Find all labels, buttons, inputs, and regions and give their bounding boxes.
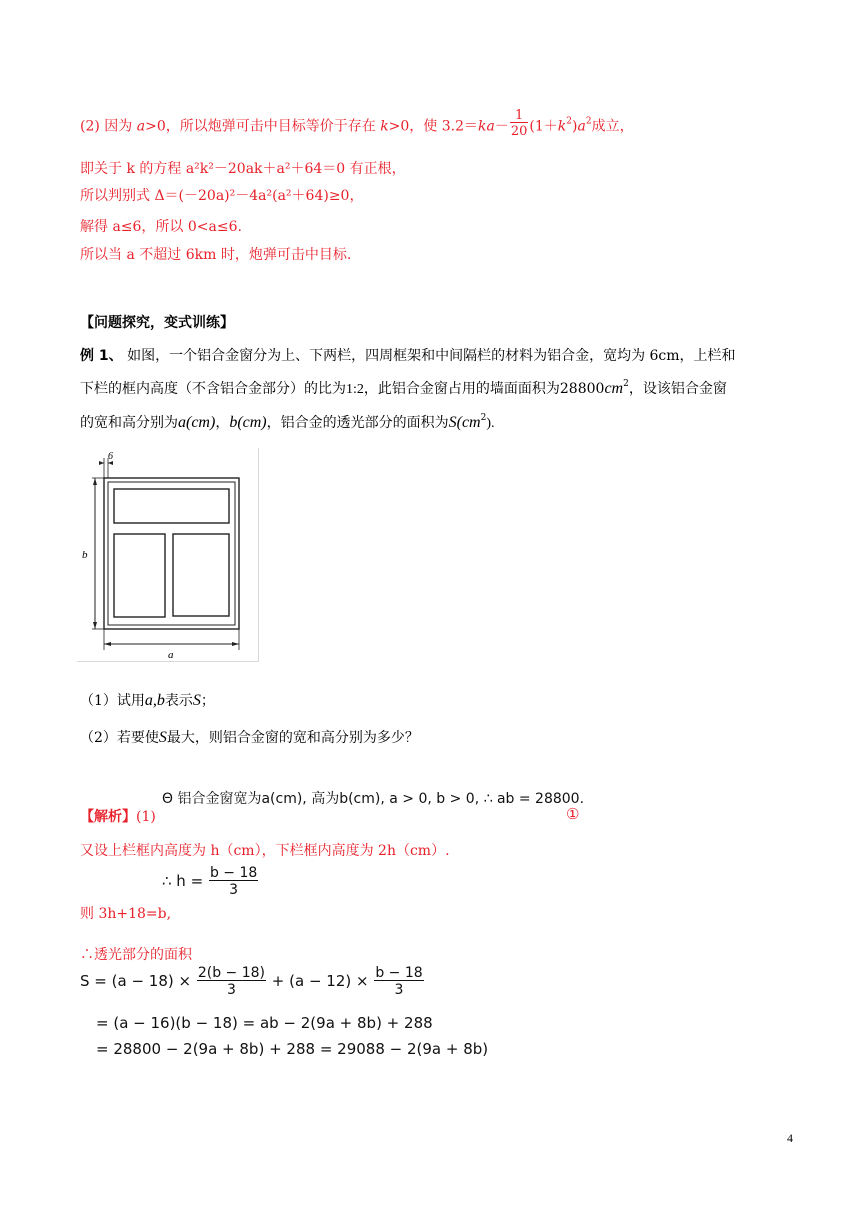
solution-part2-line1: (2) 因为 a>0，所以炮弹可击中目标等价于存在 k>0，使 3.2＝ka－ $\frac{1}{20}$ $(1+k^2)a^2$成立， [80,108,634,139]
fraction [197,966,266,997]
var-a: a [136,118,146,135]
var-k: k [557,118,567,135]
solution-then: 则 3h+18=b, [80,906,172,922]
ratio: 1:2 [346,382,364,397]
frac-den: 3 [197,980,266,997]
text: 最大，则铝合金窗的宽和高分别为多少？ [166,730,419,746]
s-formula-line2: = (a − 16)(b − 18) = ab − 2(9a + 8b) + 288 [96,1014,433,1032]
text: ，设该铝合金窗 [628,381,727,397]
frac-num: b − 18 [209,865,258,881]
fraction [209,866,258,897]
text: >0，所以炮弹可击中目标等价于存在 [145,118,376,135]
text: 成立， [591,118,634,135]
solution-part2-line2: 即关于 k 的方程 a²k²－20ak＋a²＋64＝0 有正根， [80,161,406,177]
circle-number: ① [566,805,580,823]
h-formula [162,866,259,897]
label-a: a [168,649,174,661]
text: （1）试用 [80,693,145,709]
fraction [510,109,529,138]
area-title: ∴透光部分的面积 [80,947,192,963]
solution-part2-line3: 所以判别式 Δ＝(－20a)²－4a²(a²＋64)≥0， [80,188,364,204]
solution-part2-line4: 解得 a≤6，所以 0<a≤6. [80,219,242,235]
text: ) [572,118,578,135]
area-value: 28800 [559,381,605,397]
text: ，此铝合金窗占用的墙面面积为 [363,381,560,397]
section-title: 【问题探究，变式训练】 [80,315,234,331]
text: 【解析】 [80,809,136,825]
text: ； [200,693,215,709]
text: (1) [136,809,156,825]
solution-part2-line5: 所以当 a 不超过 6km 时，炮弹可击中目标. [80,247,352,263]
label-6: 6 [108,451,113,462]
solution-label [80,806,156,826]
var-ka: ka [478,118,495,135]
text: (2) 因为 [80,118,133,135]
frac-den: 3 [209,880,258,897]
window-figure [77,448,259,662]
area-unit: cm [604,380,624,397]
s-expr: S(cm [448,414,481,431]
s-end: ). [486,416,495,431]
var-a: a [577,118,586,135]
var-s: S [158,729,167,746]
text: 如图，一个铝合金窗分为上、下两栏，四周框架和中间隔栏的材料为铝合金，宽均为 6cm，上栏和 [127,348,736,364]
formula-1: Θ 铝合金窗宽为a(cm), 高为b(cm), a > 0, b > 0, ∴ ab = 28800. [162,791,585,807]
text: S = (a − 18) × [80,972,192,990]
page-number: 4 [787,1131,793,1145]
text: （2）若要使 [80,730,159,746]
a-expr: a(cm) [178,414,216,431]
frac-den: 3 [374,980,423,997]
example-line2: 下栏的框内高度（不含铝合金部分）的比为1:2，此铝合金窗占用的墙面面积为$28800cm^2$，设该铝合金窗 [80,379,727,397]
s-formula-line1 [80,966,425,997]
example-label: 例 1、 [80,348,123,364]
question-1 [80,690,215,710]
frac-den: 20 [510,124,528,139]
frac-num: 1 [515,108,524,123]
label-b: b [82,549,88,561]
var-k: k [380,118,389,135]
var-s: S [192,692,201,709]
text: >0，使 3.2＝ [388,118,479,135]
text: 的宽和高分别为 [80,415,178,431]
text: + (a − 12) × [271,972,369,990]
window-diagram [77,448,258,661]
fraction [374,966,423,997]
text: 表示 [164,693,193,709]
minus: － [494,118,509,135]
s-formula-line3: = 28800 − 2(9a + 8b) + 288 = 29088 − 2(9a + 8b) [96,1040,489,1058]
frac-num: b − 18 [375,965,423,981]
b-expr: b(cm) [229,414,267,431]
example-line1 [80,345,736,365]
question-2 [80,727,419,747]
solution-line-h: 又设上栏框内高度为 h（cm），下栏框内高度为 2h（cm）. [80,843,450,859]
text: ，铝合金的透光部分的面积为 [266,415,449,431]
vars: a,b [144,692,165,709]
text: (1＋ [529,118,558,135]
frac-num: 2(b − 18) [197,965,266,981]
comma: ， [215,415,230,431]
text: 下栏的框内高度（不含铝合金部分）的比为 [80,381,346,397]
example-line3: 的宽和高分别为a(cm)，b(cm)，铝合金的透光部分的面积为$S(cm^2)$. [80,413,495,431]
text: ∴ h = [162,872,204,890]
